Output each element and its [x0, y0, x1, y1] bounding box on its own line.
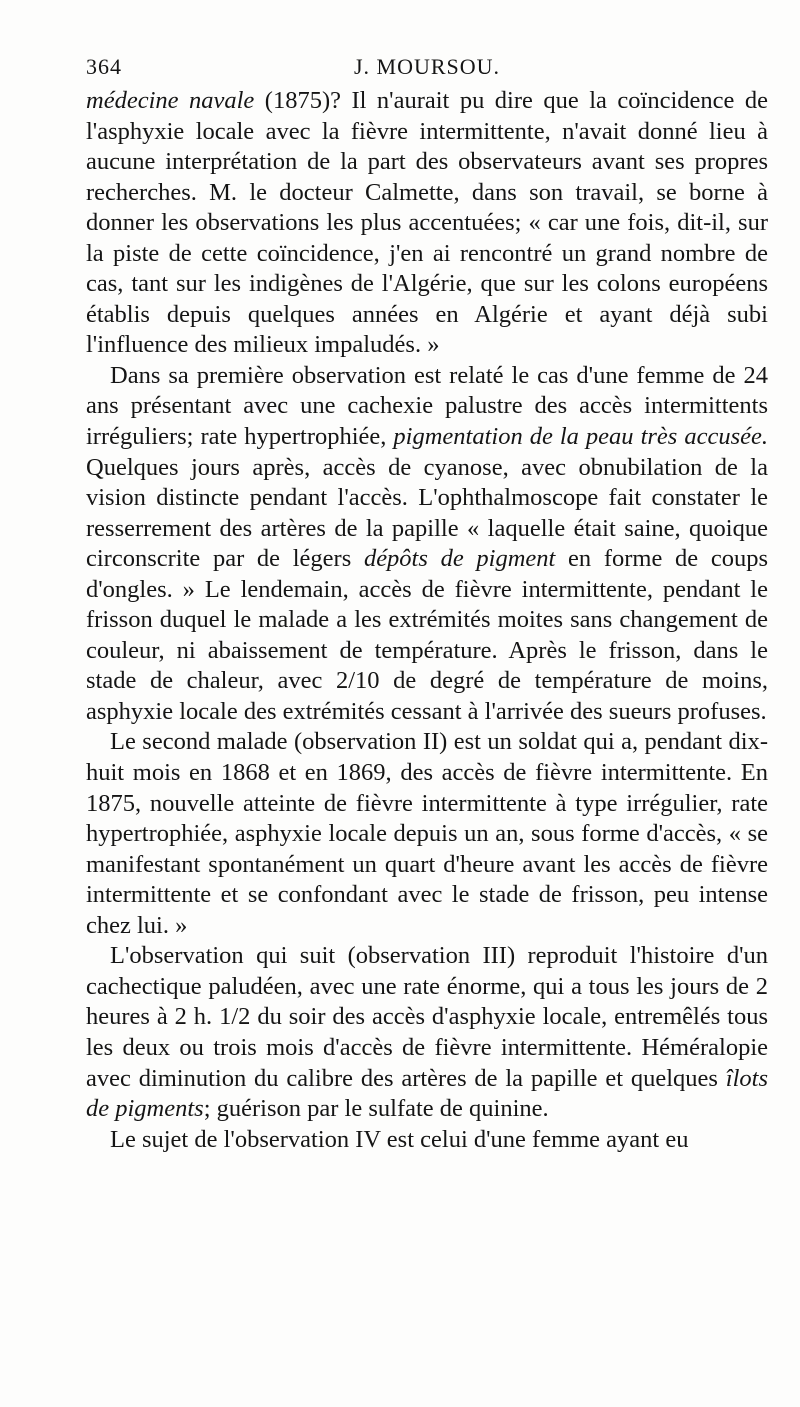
text-run: Le second malade (observation II) est un soldat qui a, pendant dix-huit mois en 1868 et en 1869, des accès de fièvre intermittente. En 1875, nouvelle atteinte de fièvre intermittente à type irrégulier, rate hypertrophiée, asphyxie locale depuis un an, sous forme d'accès, « se manifestant spontanément un quart d'heure avant les accès de fièvre intermittente et se confondant avec le stade de frisson, peu intense chez lui. » — [86, 728, 768, 939]
page-number: 364 — [86, 54, 122, 79]
running-title: J. MOURSOU. — [353, 54, 501, 79]
italic-text: pigmentation de la peau très accusée. — [393, 423, 768, 451]
text-run: Le sujet de l'observation IV est celui d'une femme ayant eu — [110, 1125, 689, 1153]
text-run: ; guérison par le sulfate de quinine. — [203, 1095, 549, 1123]
body-text — [86, 86, 768, 1155]
paragraph — [86, 1125, 768, 1156]
paragraph — [86, 86, 768, 361]
running-head — [86, 52, 768, 82]
italic-text: îlots de pigments — [86, 1064, 768, 1123]
paragraph — [86, 361, 768, 728]
italic-text: dépôts de pigment — [363, 545, 556, 573]
text-run: Quelques jours après, accès de cyanose, avec obnubilation de la vision distincte pendant l'accès. L'ophthalmoscope fait constater le resserrement des artères de la papille « laquelle était saine, quoique circonscrite par de légers — [86, 453, 768, 573]
text-run: Dans sa première observation est relaté le cas d'une femme de 24 ans présentant avec une cachexie palustre des accès intermittents irréguliers; rate hypertrophiée, — [86, 361, 768, 451]
italic-text: médecine navale — [86, 87, 255, 114]
paragraph — [86, 727, 768, 941]
text-run: en forme de coups d'ongles. » Le lendemain, accès de fièvre intermittente, pendant le frisson duquel le malade a les extrémités moites sans changement de couleur, ni abaissement de température. Après le frisson, dans le stade de chaleur, avec 2/10 de degré de température de moins, asphyxie locale des extrémités cessant à l'arrivée des sueurs profuses. — [86, 545, 768, 725]
paragraph — [86, 941, 768, 1124]
text-run: L'observation qui suit (observation III) reproduit l'histoire d'un cachectique paludéen, avec une rate énorme, qui a tous les jours de 2 heures à 2 h. 1/2 du soir des accès d'asphyxie locale, entremêlés tous les deux ou trois mois d'accès de fièvre intermittente. Héméralopie avec diminution du calibre des artères de la papille et quelques — [86, 942, 768, 1092]
text-run: (1875)? Il n'aurait pu dire que la coïncidence de l'asphyxie locale avec la fièvre intermittente, n'avait donné lieu à aucune interprétation de la part des observateurs avant ses propres recherches. M. le docteur Calmette, dans son travail, se borne à donner les observations les plus accentuées; « car une fois, dit-il, sur la piste de cette coïncidence, j'en ai rencontré un grand nombre de cas, tant sur les indigènes de l'Algérie, que sur les colons européens établis depuis quelques années en Algérie et ayant déjà subi l'influence des milieux impaludés. » — [86, 87, 768, 359]
